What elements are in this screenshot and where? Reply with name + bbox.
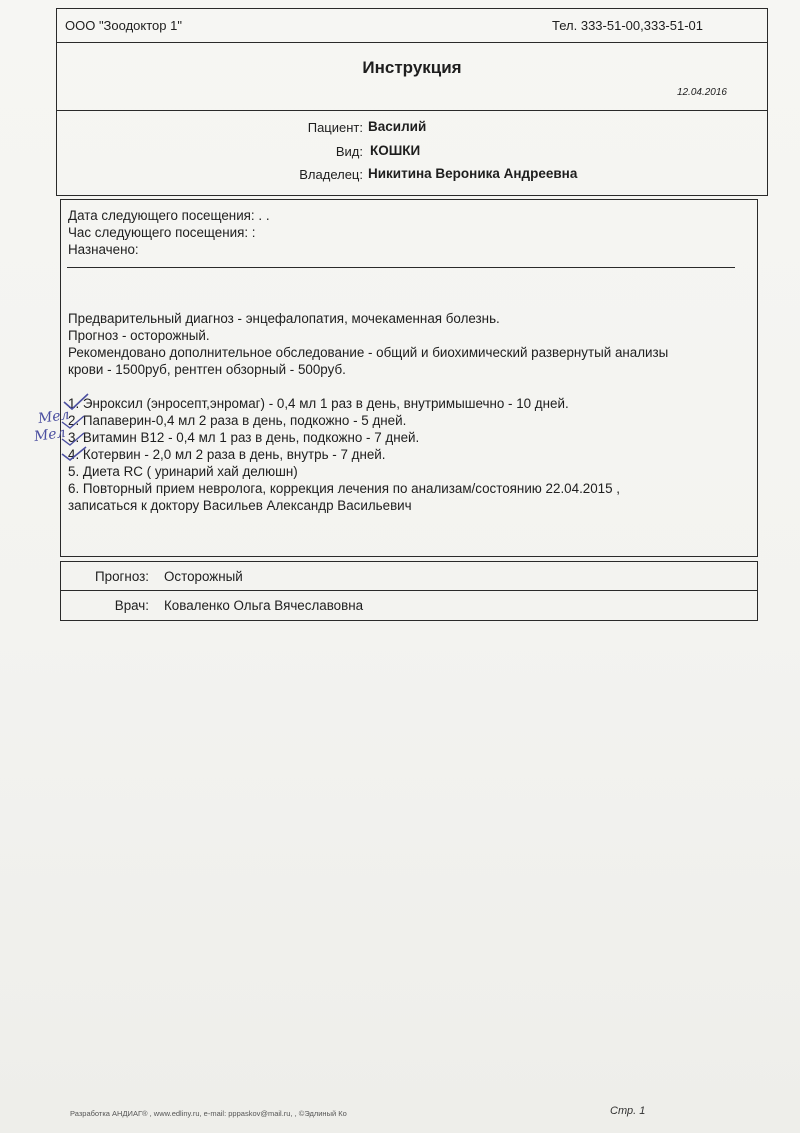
prescription-item: 6. Повторный прием невролога, коррекция лечения по анализам/состоянию 22.04.2015 , bbox=[68, 481, 621, 496]
recommendation-line: Рекомендовано дополнительное обследование - общий и биохимический развернутый анализы bbox=[68, 345, 669, 360]
handwritten-note: Мел bbox=[37, 406, 71, 428]
doctor-value: Коваленко Ольга Вячеславовна bbox=[164, 598, 364, 613]
owner-label: Владелец: bbox=[299, 167, 363, 182]
owner-value: Никитина Вероника Андреевна bbox=[368, 166, 578, 181]
next-visit-date: Дата следующего посещения: . . bbox=[68, 208, 270, 223]
page-number: Стр. 1 bbox=[610, 1105, 646, 1117]
prescription-item: 1. Энроксил (энросепт,энромаг) - 0,4 мл 1 раз в день, внутримышечно - 10 дней. bbox=[68, 396, 569, 411]
prescription-item: 5. Диета RC ( уринарий хай делюшн) bbox=[68, 464, 298, 479]
prescription-item: 4. Котервин - 2,0 мл 2 раза в день, внутрь - 7 дней. bbox=[68, 447, 386, 462]
instruction-box bbox=[60, 199, 758, 557]
species-value: КОШКИ bbox=[370, 143, 421, 158]
footer-credits: Разработка АНДИАГ® , www.edliny.ru, e-mail: pppaskov@mail.ru, , ©Эдлиный Ко bbox=[70, 1109, 347, 1118]
recommendation-line-2: крови - 1500руб, рентген обзорный - 500руб. bbox=[68, 362, 346, 377]
prognosis-box bbox=[60, 561, 758, 591]
patient-label: Пациент: bbox=[307, 120, 363, 135]
divider-line bbox=[67, 267, 735, 268]
species-label: Вид: bbox=[335, 144, 363, 159]
phone-number: Тел. 333-51-00,333-51-01 bbox=[552, 18, 703, 33]
prognosis-label: Прогноз: bbox=[95, 569, 149, 584]
prescription-item: 3. Витамин В12 - 0,4 мл 1 раз в день, подкожно - 7 дней. bbox=[68, 430, 420, 445]
header-box bbox=[56, 8, 768, 196]
doctor-label: Врач: bbox=[114, 598, 149, 613]
diagnosis-line: Предварительный диагноз - энцефалопатия, мочекаменная болезнь. bbox=[68, 311, 500, 326]
next-visit-time: Час следующего посещения: : bbox=[68, 225, 256, 240]
prognosis-line: Прогноз - осторожный. bbox=[68, 328, 210, 343]
doctor-box bbox=[60, 591, 758, 621]
prescription-item: 2. Папаверин-0,4 мл 2 раза в день, подкожно - 5 дней. bbox=[68, 413, 407, 428]
prognosis-value: Осторожный bbox=[164, 569, 243, 584]
company-name: ООО "Зоодоктор 1" bbox=[65, 18, 182, 33]
patient-value: Василий bbox=[368, 119, 427, 134]
title-row bbox=[57, 42, 767, 111]
document-title: Инструкция bbox=[362, 58, 462, 77]
document-date: 12.04.2016 bbox=[676, 87, 727, 98]
header-top-row bbox=[57, 9, 767, 43]
prescribed-label: Назначено: bbox=[68, 242, 139, 257]
handwritten-note: Мел bbox=[33, 424, 67, 446]
prescription-item: записаться к доктору Васильев Александр Васильевич bbox=[68, 498, 412, 513]
